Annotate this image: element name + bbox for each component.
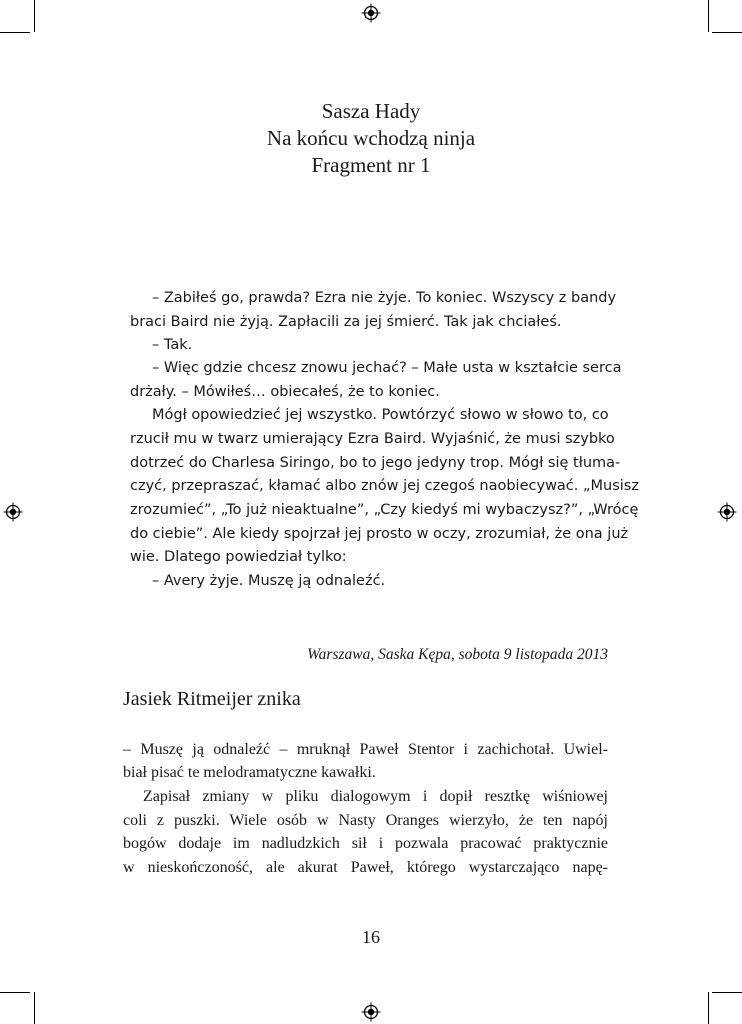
- body-line: – Muszę ją odnaleźć – mruknął Paweł Stentor i zachichotał. Uwiel-: [123, 741, 608, 758]
- registration-mark-icon: [717, 502, 737, 522]
- excerpt-line: drżały. – Mówiłeś… obiecałeś, że to koniec.: [130, 384, 440, 400]
- excerpt-line: – Tak.: [152, 337, 193, 353]
- excerpt-line: braci Baird nie żyją. Zapłacili za jej śmierć. Tak jak chciałeś.: [130, 314, 562, 330]
- registration-mark-icon: [361, 1002, 381, 1022]
- excerpt-line: zrozumieć”, „To już nieaktualne”, „Czy kiedyś mi wybaczysz?”, „Wrócę: [130, 502, 639, 518]
- crop-mark: [712, 992, 742, 993]
- author-name: Sasza Hady: [321, 99, 421, 123]
- excerpt-line: dotrzeć do Charlesa Siringo, bo to jego jedyny trop. Mógł się tłuma-: [130, 455, 621, 471]
- crop-mark: [34, 992, 35, 1024]
- body-line: w nieskończoność, ale akurat Paweł, którego wystarczająco napę-: [123, 859, 608, 876]
- crop-mark: [34, 0, 35, 32]
- crop-mark: [708, 992, 709, 1024]
- excerpt-line: do ciebie”. Ale kiedy spojrzał jej prosto w oczy, zrozumiał, że ona już: [130, 526, 629, 542]
- crop-mark: [708, 0, 709, 32]
- crop-mark: [0, 992, 30, 993]
- excerpt-line: wie. Dlatego powiedział tylko:: [130, 549, 347, 565]
- excerpt-line: – Więc gdzie chcesz znowu jechać? – Małe usta w kształcie serca: [152, 360, 622, 376]
- page-number: 16: [362, 927, 380, 947]
- body-line: biał pisać te melodramatyczne kawałki.: [123, 764, 376, 781]
- book-title: Na końcu wchodzą ninja: [266, 126, 476, 150]
- dateline: Warszawa, Saska Kępa, sobota 9 listopada 2013: [307, 646, 608, 663]
- excerpt-line: Mógł opowiedzieć jej wszystko. Powtórzyć słowo w słowo to, co: [152, 407, 609, 423]
- chapter-title: Jasiek Ritmeijer znika: [123, 688, 301, 710]
- excerpt-line: rzucił mu w twarz umierający Ezra Baird. Wyjaśnić, że musi szybko: [130, 431, 615, 447]
- fragment-label: Fragment nr 1: [311, 153, 431, 177]
- body-line: bogów dodaje im nadludzkich sił i pozwala pracować praktycznie: [123, 835, 608, 852]
- body-line: Zapisał zmiany w pliku dialogowym i dopił resztkę wiśniowej: [143, 788, 608, 805]
- excerpt-line: – Zabiłeś go, prawda? Ezra nie żyje. To koniec. Wszyscy z bandy: [152, 290, 617, 306]
- excerpt-line: – Avery żyje. Muszę ją odnaleźć.: [152, 573, 386, 589]
- body-line: coli z puszki. Wiele osób w Nasty Oranges wierzyło, że ten napój: [123, 812, 608, 829]
- registration-mark-icon: [3, 502, 23, 522]
- registration-mark-icon: [361, 3, 381, 23]
- excerpt-line: czyć, przepraszać, kłamać albo znów jej czegoś naobiecywać. „Musisz: [130, 478, 639, 494]
- crop-mark: [712, 32, 742, 33]
- crop-mark: [0, 32, 30, 33]
